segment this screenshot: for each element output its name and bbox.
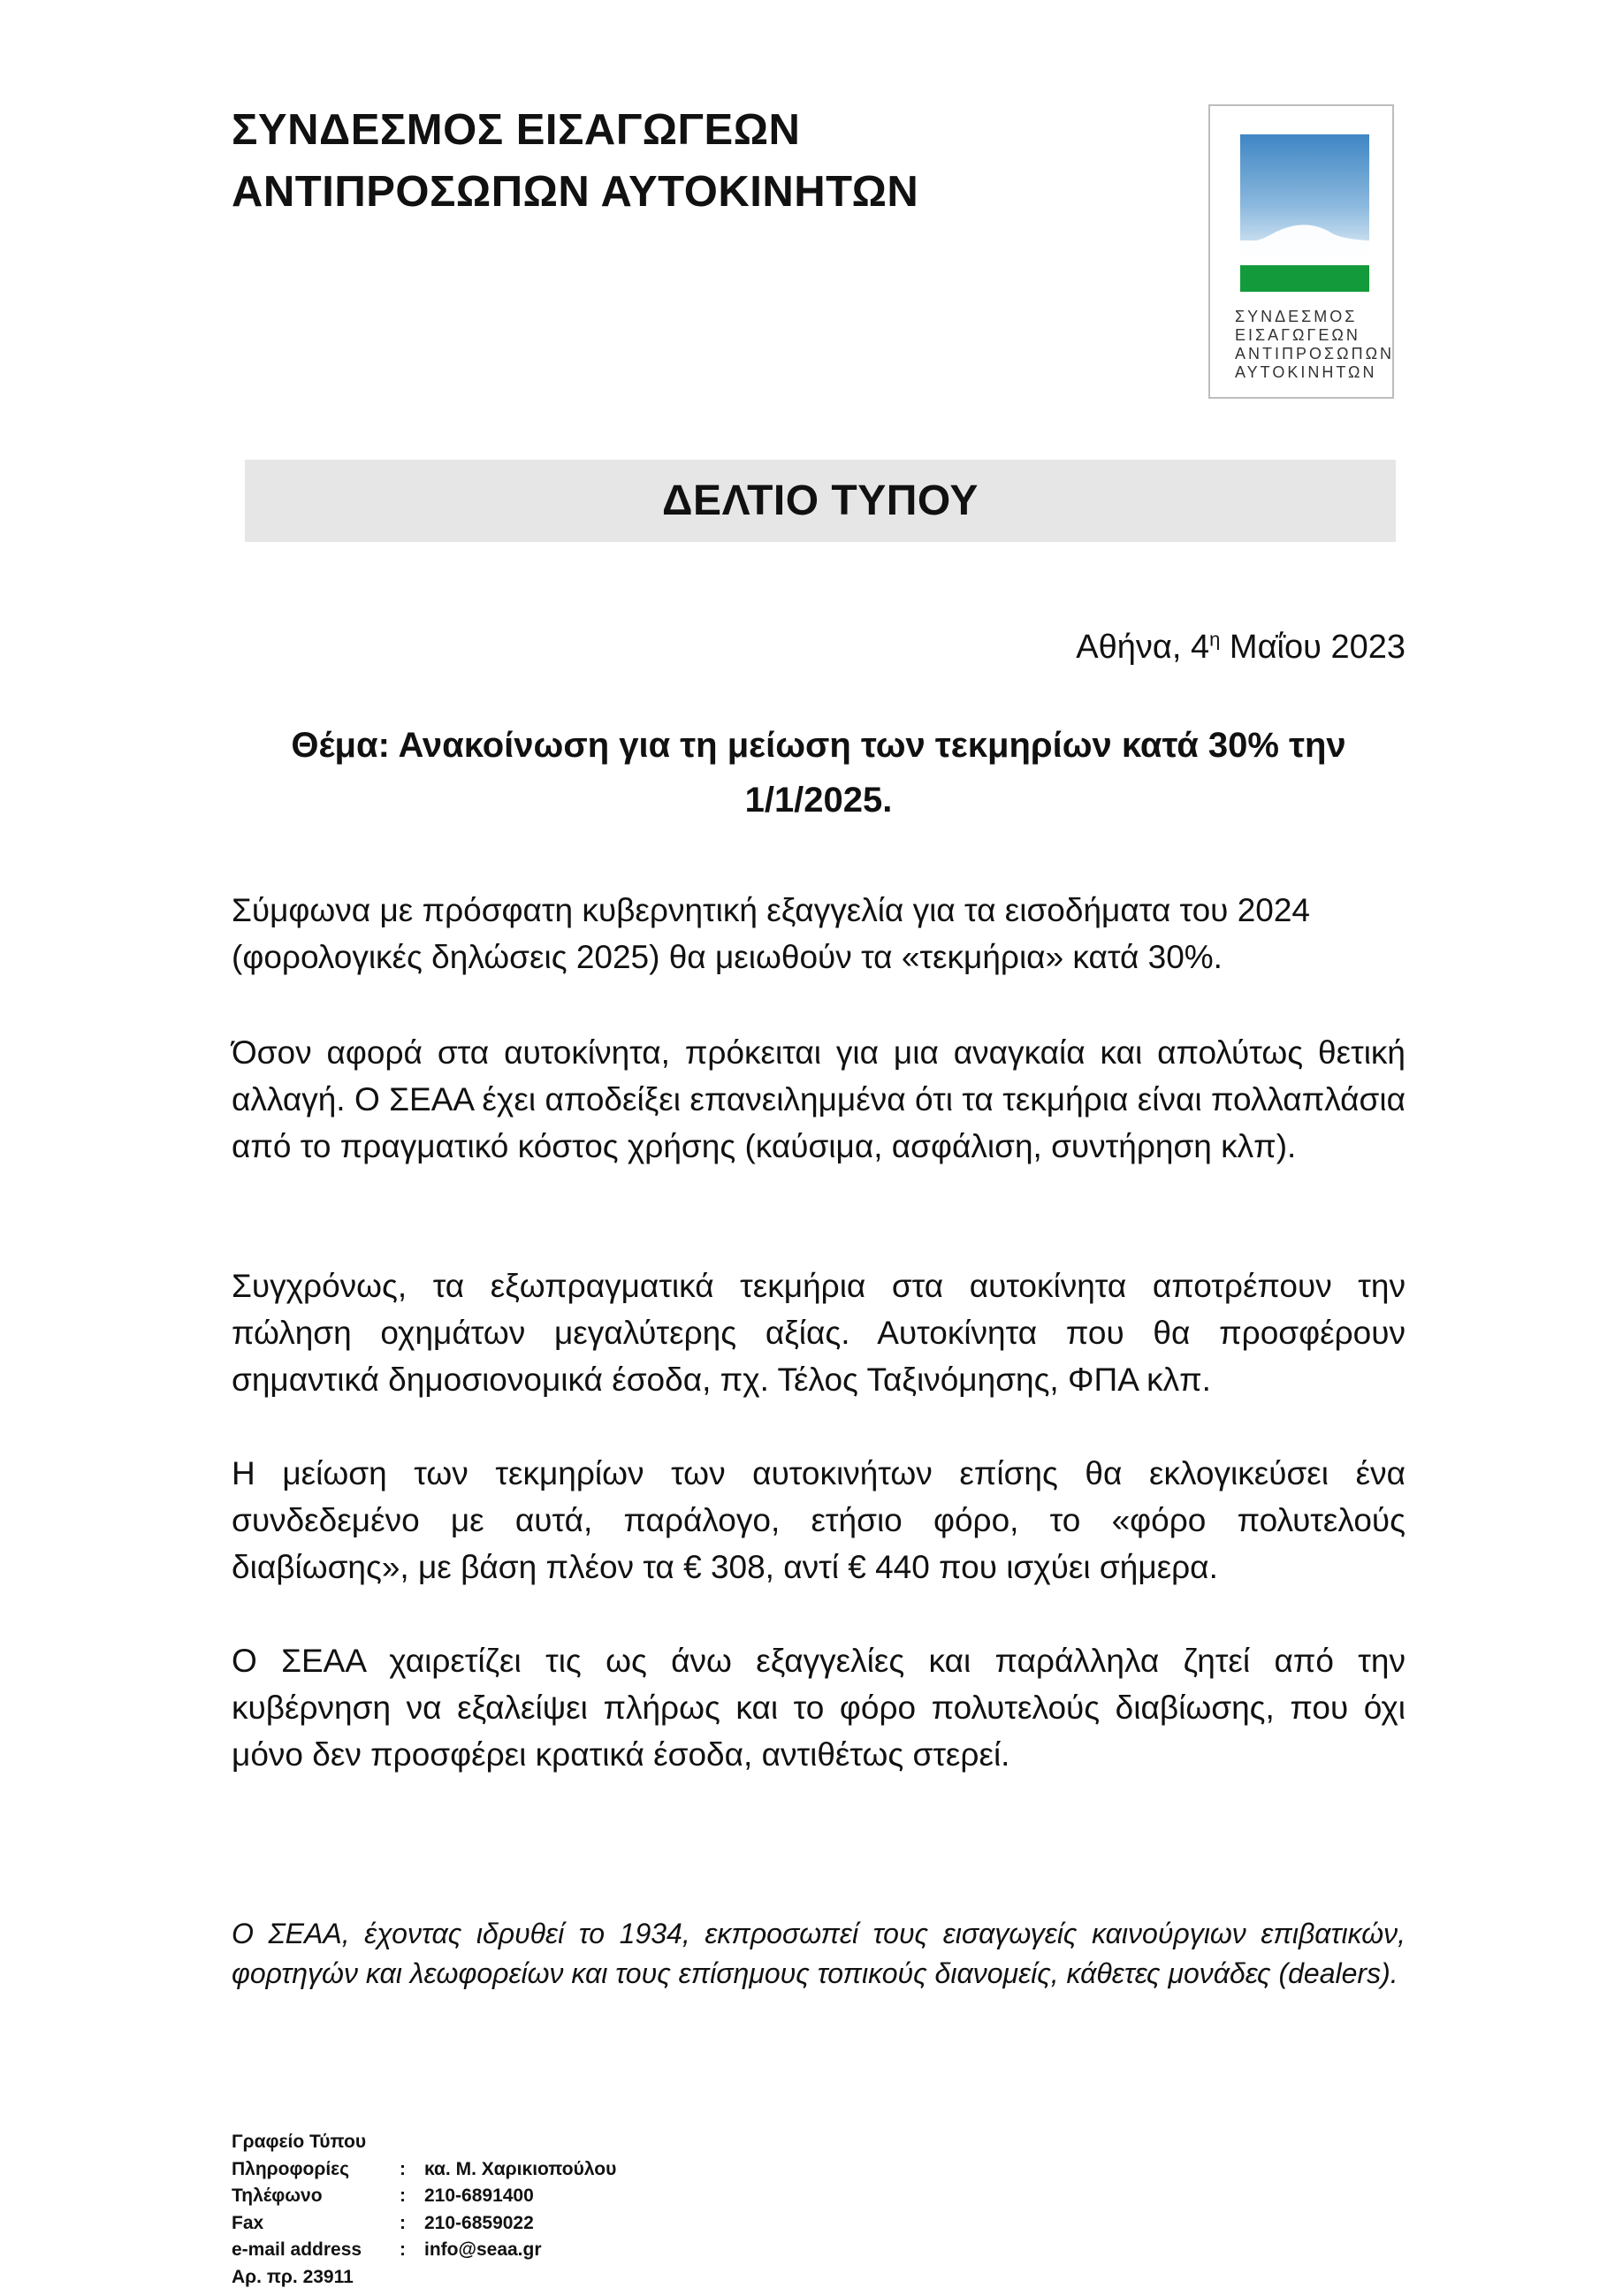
contact-row (232, 2183, 616, 2210)
logo-line4: ΑΥΤΟΚΙΝΗΤΩΝ (1235, 363, 1377, 381)
org-name-line2: ΑΝΤΙΠΡΟΣΩΠΩΝ ΑΥΤΟΚΙΝΗΤΩΝ (232, 168, 919, 216)
contact-row (232, 2237, 616, 2264)
protocol-number: Αρ. πρ. 23911 (232, 2266, 354, 2287)
banner-title: ΔΕΛΤΙΟ ΤΥΠΟΥ (662, 477, 979, 524)
press-release-banner (245, 460, 1396, 542)
logo-line1: ΣΥΝΔΕΣΜΟΣ (1235, 308, 1358, 325)
contact-label: Τηλέφωνο (232, 2185, 323, 2206)
contact-separator: : (400, 2185, 406, 2206)
car-landscape-icon (1240, 134, 1369, 292)
contact-value: 210-6891400 (424, 2185, 534, 2206)
logo-line2: ΕΙΣΑΓΩΓΕΩΝ (1235, 326, 1360, 344)
seaa-logo (1208, 104, 1394, 399)
date-suffix: Μαΐου 2023 (1220, 629, 1406, 666)
contact-label: e-mail address (232, 2239, 362, 2260)
date-prefix: Αθήνα, 4 (1076, 629, 1210, 666)
document-date (1076, 629, 1406, 667)
contact-separator: : (400, 2212, 406, 2233)
paragraph-5: Ο ΣΕΑΑ χαιρετίζει τις ως άνω εξαγγελίες και παράλληλα ζητεί από την κυβέρνηση να εξαλείψει πλήρως και το φόρο πολυτελούς διαβίωσης, που όχι μόνο δεν προσφέρει κρατικά έσοδα, αντιθέτως στερεί. (232, 1643, 1406, 1773)
contact-value: κα. Μ. Χαρικιοπούλου (424, 2158, 617, 2179)
subject-heading (232, 718, 1406, 828)
paragraph-3: Συγχρόνως, τα εξωπραγματικά τεκμήρια στα αυτοκίνητα αποτρέπουν την πώληση οχημάτων μεγαλύτερης αξίας. Αυτοκίνητα που θα προσφέρουν σημαντικά δημοσιονομικά έσοδα, πχ. Τέλος Ταξινόμησης, ΦΠΑ κλπ. (232, 1268, 1406, 1398)
contact-separator: : (400, 2239, 406, 2260)
organization-name (232, 99, 918, 223)
subject-line2: 1/1/2025. (744, 781, 893, 820)
org-name-line1: ΣΥΝΔΕΣΜΟΣ ΕΙΣΑΓΩΓΕΩΝ (232, 106, 801, 154)
contact-row (232, 2156, 616, 2184)
logo-wordmark (1235, 308, 1395, 382)
paragraph-4: Η μείωση των τεκμηρίων των αυτοκινήτων επίσης θα εκλογικεύσει ένα συνδεδεμένο με αυτά, παράλογο, ετήσιο φόρο, το «φόρο πολυτελούς διαβίωσης», με βάση πλέον τα € 308, αντί € 440 που ισχύει σήμερα. (232, 1455, 1406, 1585)
contact-heading: Γραφείο Τύπου (232, 2132, 367, 2152)
paragraph-2: Όσον αφορά στα αυτοκίνητα, πρόκειται για μια αναγκαία και απολύτως θετική αλλαγή. Ο ΣΕΑΑ έχει αποδείξει επανειλημμένα ότι τα τεκμήρια είναι πολλαπλάσια από το πραγματικό κόστος χρήσης (καύσιμα, ασφάλιση, συντήρηση κλπ). (232, 1034, 1406, 1164)
paragraph-1: Σύμφωνα με πρόσφατη κυβερνητική εξαγγελία για τα εισοδήματα του 2024 (φορολογικές δηλώσεις 2025) θα μειωθούν τα «τεκμήρια» κατά 30%. (232, 892, 1311, 975)
contact-label: Fax (232, 2212, 264, 2233)
contact-separator: : (400, 2158, 406, 2179)
about-organization: Ο ΣΕΑΑ, έχοντας ιδρυθεί το 1934, εκπροσωπεί τους εισαγωγείς καινούργιων επιβατικών, φορτηγών και λεωφορείων και τους επίσημους τοπικούς διανομείς, κάθετες μονάδες (dealers). (232, 1918, 1406, 1989)
contact-email-link[interactable]: info@seaa.gr (424, 2239, 542, 2260)
contact-value: 210-6859022 (424, 2212, 534, 2233)
date-superscript: η (1209, 628, 1221, 651)
contact-label: Πληροφορίες (232, 2158, 350, 2179)
logo-line3: ΑΝΤΙΠΡΟΣΩΠΩΝ (1235, 345, 1395, 362)
contact-row (232, 2210, 616, 2238)
subject-line1: Θέμα: Ανακοίνωση για τη μείωση των τεκμηρίων κατά 30% την (291, 726, 1346, 765)
contact-block (232, 2129, 616, 2291)
